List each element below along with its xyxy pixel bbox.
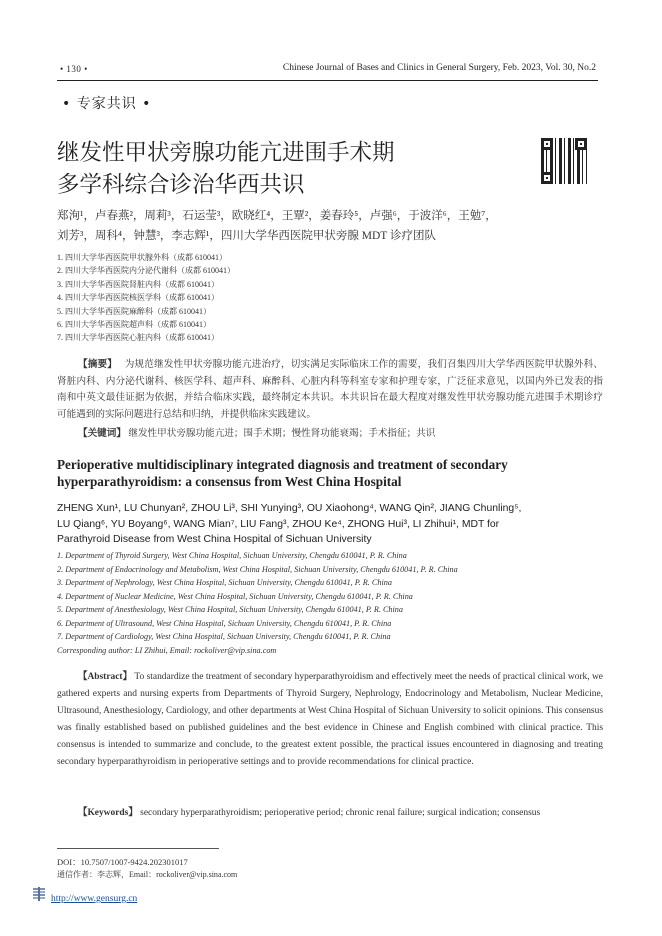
journal-website-link[interactable]: http://www.gensurg.cn — [51, 894, 138, 904]
keywords-en-label: 【Keywords】 — [78, 808, 138, 818]
header-rule — [57, 80, 598, 81]
abstract-en-text: To standardize the treatment of secondary hyperparathyroidism and effectively meet the needs of practical clinical work, we gathered experts and nursing experts from Departments of Thyroid Surgery, Nephrology, Endocrinology and Metabolism, Nuclear Medicine, Ultrasound, Anesthesiology, Cardiology, and other departments at West China Hospital of Sichuan University to solicit opinions. This consensus was finally established based on published guidelines and the best evidence in Chinese and English combined with clinical practice. This consensus is intended to summarize and conclude, to the greatest extent possible, the practical issues encountered in diagnosing and treating secondary hyperparathyroidism in perioperative settings and to provide recommendations for clinical practice. — [57, 672, 603, 767]
title-en: Perioperative multidisciplinary integrated diagnosis and treatment of secondary hyperparathyroidism: a consensus from West China Hospital — [57, 457, 508, 489]
authors-cn — [57, 206, 602, 246]
footnote-rule — [57, 848, 219, 849]
abstract-en-label: 【Abstract】 — [78, 672, 133, 682]
authors-cn-line-2: 刘芳³，周科⁴，钟慧³，李志辉¹，四川大学华西医院甲状旁腺 MDT 诊疗团队 — [57, 230, 436, 242]
authors-cn-line-1: 郑洵¹，卢春燕²，周莉³，石运莹³，欧晓红⁴，王覃²，姜春玲⁵，卢强⁶，于波洋⁶，王勉⁷， — [57, 210, 497, 222]
keywords-en — [57, 805, 603, 821]
title-cn — [57, 137, 395, 201]
affiliation-en: 3. Department of Nephrology, West China Hospital, Sichuan University, Chengdu 610041, P. R. China — [57, 578, 392, 588]
corr-email-link[interactable]: rockoliver@vip.sina.com — [156, 870, 238, 879]
affiliation-en: 7. Department of Cardiology, West China Hospital, Sichuan University, Chengdu 610041, P. R. China — [57, 632, 391, 642]
journal-citation: Chinese Journal of Bases and Clinics in General Surgery, Feb. 2023, Vol. 30, No.2 — [282, 63, 596, 73]
qr-code-icon — [540, 137, 588, 185]
keywords-en-text: secondary hyperparathyroidism; perioperative period; chronic renal failure; surgical indication; consensus — [140, 808, 541, 818]
title-cn-line-2: 多学科综合诊治华西共识 — [57, 172, 305, 198]
authors-en-line-1: ZHENG Xun¹, LU Chunyan², ZHOU Li³, SHI Yunying³, OU Xiaohong⁴, WANG Qin², JIANG Chunling⁵, — [57, 503, 522, 514]
affiliation-cn: 4. 四川大学华西医院核医学科（成都 610041） — [57, 293, 219, 303]
affiliation-cn: 5. 四川大学华西医院麻醉科（成都 610041） — [57, 306, 211, 316]
keywords-cn — [78, 425, 435, 439]
authors-en — [57, 501, 607, 548]
keywords-cn-text: 继发性甲状旁腺功能亢进；围手术期；慢性肾功能衰竭；手术指征；共识 — [128, 428, 436, 439]
section-tag: • 专家共识 • — [62, 96, 152, 112]
journal-logo-icon — [31, 886, 47, 902]
abstract-cn-label: 【摘要】 — [78, 359, 118, 370]
affiliation-en: 6. Department of Ultrasound, West China Hospital, Sichuan University, Chengdu 610041, P. R. China — [57, 618, 392, 628]
corresponding-author-en: Corresponding author: LI Zhihui, Email: rockoliver@vip.sina.com — [57, 645, 277, 655]
abstract-cn — [57, 357, 603, 423]
corr-label: 通信作者：李志辉，Email： — [57, 870, 157, 879]
affiliation-cn: 7. 四川大学华西医院心脏内科（成都 610041） — [57, 333, 219, 343]
page-number: • 130 • — [60, 64, 88, 74]
affiliations-en — [57, 549, 458, 657]
keywords-cn-label: 【关键词】 — [78, 428, 126, 439]
affiliation-en: 2. Department of Endocrinology and Metabolism, West China Hospital, Sichuan University, Chengdu 610041, P. R. China — [57, 564, 458, 574]
affiliation-en: 1. Department of Thyroid Surgery, West China Hospital, Sichuan University, Chengdu 610041, P. R. China — [57, 551, 407, 560]
affiliation-cn: 2. 四川大学华西医院内分泌代谢科（成都 610041） — [57, 266, 235, 276]
authors-en-line-3: Parathyroid Disease from West China Hospital of Sichuan University — [57, 534, 372, 546]
abstract-cn-text: 为规范继发性甲状旁腺功能亢进治疗，切实满足实际临床工作的需要，我们召集四川大学华西医院甲状腺外科、肾脏内科、内分泌代谢科、核医学科、超声科、麻醉科、心脏内科等科室专家和护理专家，广泛征求意见，以国内外已发表的指南和中英文最佳证据为依据，并结合临床实践，最终制定本共识。本共识旨在最大程度对继发性甲状旁腺功能亢进围手术期诊疗可能遇到的实际问题进行总结和归纳，并提供临床实践建议。 — [57, 359, 604, 420]
doi-label: DOI： — [57, 857, 81, 867]
affiliation-cn: 6. 四川大学华西医院超声科（成都 610041） — [57, 320, 211, 330]
affiliation-cn: 3. 四川大学华西医院肾脏内科（成都 610041） — [57, 279, 219, 289]
affiliation-en: 4. Department of Nuclear Medicine, West China Hospital, Sichuan University, Chengdu 610041, P. R. China — [57, 591, 413, 601]
doi-line — [57, 856, 188, 868]
affiliation-en: 5. Department of Anesthesiology, West China Hospital, Sichuan University, Chengdu 610041, P. R. China — [57, 605, 403, 615]
title-cn-line-1: 继发性甲状旁腺功能亢进围手术期 — [57, 140, 395, 166]
affiliations-cn — [57, 251, 235, 345]
affiliation-cn: 1. 四川大学华西医院甲状腺外科（成都 610041） — [57, 253, 227, 262]
doi-link[interactable]: 10.7507/1007-9424.202301017 — [80, 857, 188, 867]
corresponding-author-cn — [57, 869, 237, 880]
abstract-en — [57, 669, 603, 770]
authors-en-line-2: LU Qiang⁶, YU Boyang⁶, WANG Mian⁷, LIU Fang³, ZHOU Ke⁴, ZHONG Hui³, LI Zhihui¹, MDT for — [57, 518, 500, 530]
